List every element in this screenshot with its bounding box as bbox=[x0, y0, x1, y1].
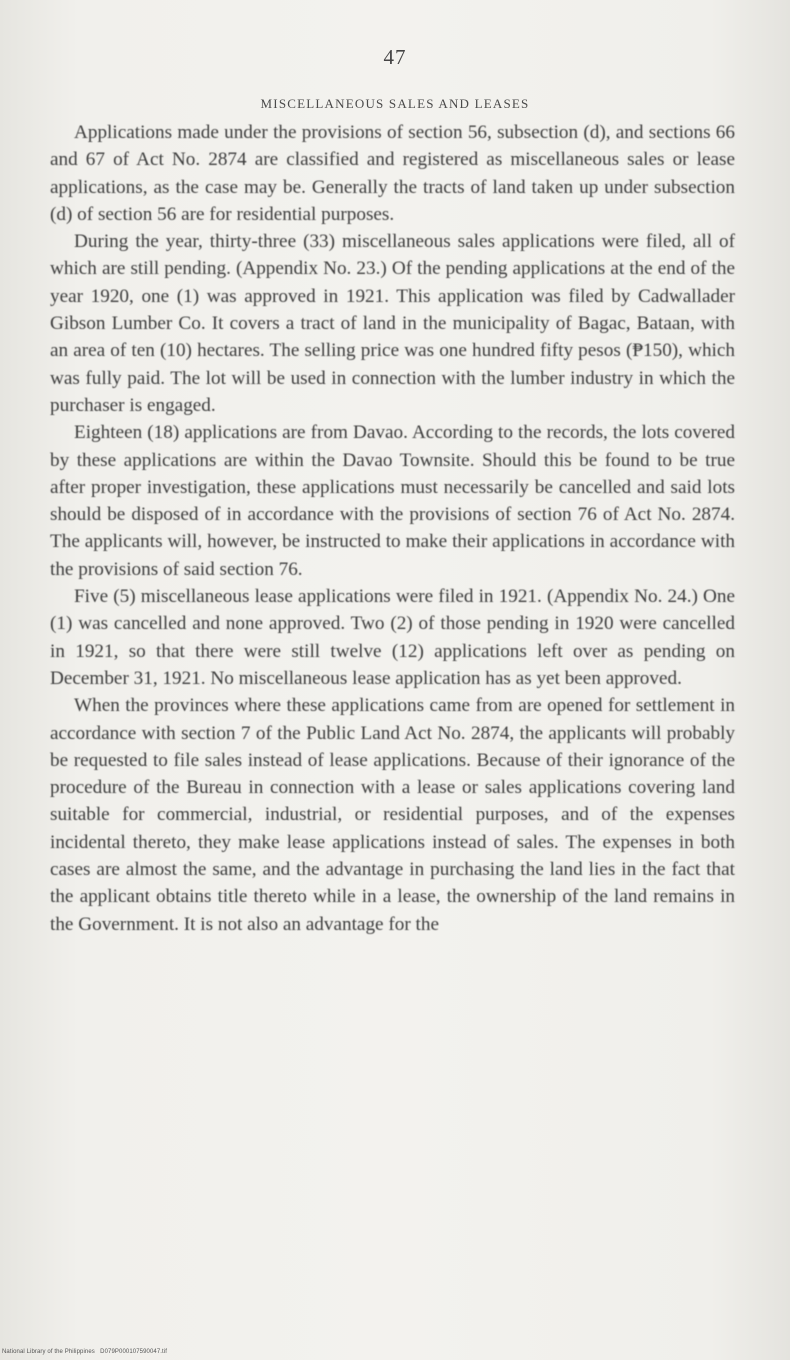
paragraph-3: Eighteen (18) applications are from Davao. According to the records, the lots covered by these applications are within the Davao Townsite. Should this be found to be true after proper investigation, these applications must necessarily be cancelled and said lots should be disposed of in accordance with the provisions of section 76 of Act No. 2874. The applicants will, however, be instructed to make their applications in accordance with the provisions of said section 76. bbox=[50, 422, 735, 580]
paragraph-1: Applications made under the provisions of section 56, subsection (d), and sections 66 and 67 of Act No. 2874 are classified and registered as miscellaneous sales or lease applications, as the case may be. Generally the tracts of land taken up under subsection (d) of section 56 are for residential purposes. bbox=[50, 122, 735, 225]
page-number: 47 bbox=[383, 45, 407, 69]
body-text bbox=[50, 119, 735, 938]
paragraph-4: Five (5) miscellaneous lease applications were filed in 1921. (Appendix No. 24.) One (1) was cancelled and none approved. Two (2) of those pending in 1920 were cancelled in 1921, so that there were still twelve (12) applications left over as pending on December 31, 1921. No miscellaneous lease application has as yet been approved. bbox=[50, 586, 735, 689]
scan-footer: National Library of the Philippines D079P000107590047.tif bbox=[2, 1349, 168, 1355]
paragraph-5: When the provinces where these applications came from are opened for settlement in accordance with section 7 of the Public Land Act No. 2874, the applicants will probably be requested to file sales instead of lease applications. Because of their ignorance of the procedure of the Bureau in connection with a lease or sales applications covering land suitable for commercial, industrial, or residential purposes, and of the expenses incidental thereto, they make lease applications instead of sales. The expenses in both cases are almost the same, and the advantage in purchasing the land lies in the fact that the applicant obtains title thereto while in a lease, the ownership of the land remains in the Government. It is not also an advantage for the bbox=[50, 695, 735, 935]
paragraph-2: During the year, thirty-three (33) miscellaneous sales applications were filed, all of which are still pending. (Appendix No. 23.) Of the pending applications at the end of the year 1920, one (1) was approved in 1921. This application was filed by Cadwallader Gibson Lumber Co. It covers a tract of land in the municipality of Bagac, Bataan, with an area of ten (10) hectares. The selling price was one hundred fifty pesos (₱150), which was fully paid. The lot will be used in connection with the lumber industry in which the purchaser is engaged. bbox=[50, 231, 735, 416]
section-heading: MISCELLANEOUS SALES AND LEASES bbox=[260, 96, 530, 111]
